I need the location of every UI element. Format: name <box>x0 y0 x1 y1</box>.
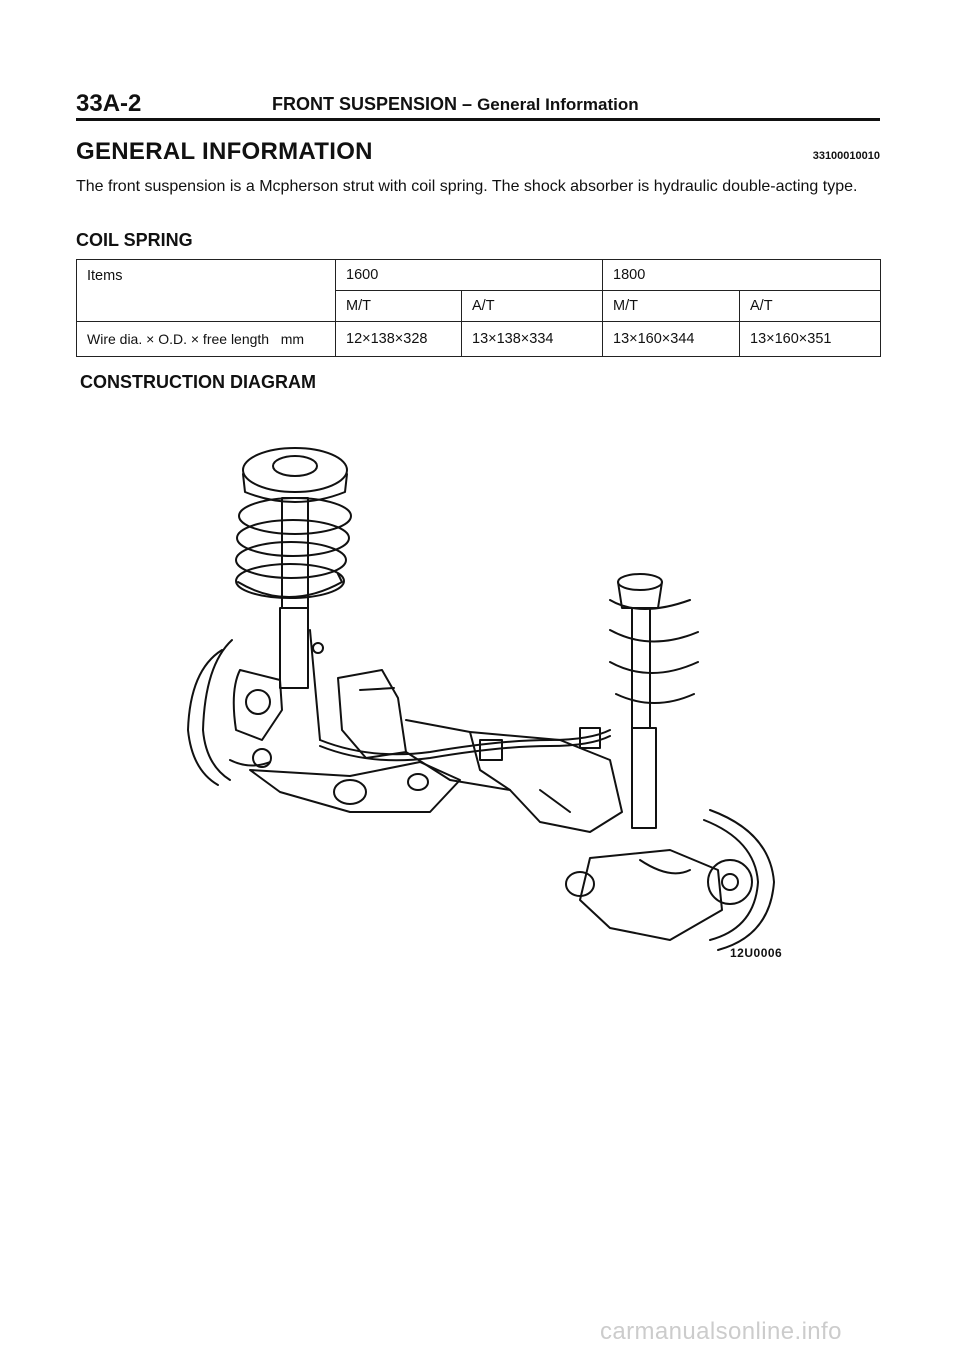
figure-id: 12U0006 <box>730 946 783 960</box>
value-1600-mt: 12×138×328 <box>336 322 462 357</box>
left-strut-assembly <box>236 448 351 740</box>
value-1800-mt: 13×160×344 <box>603 322 740 357</box>
group-1600-header: 1600 <box>336 260 603 291</box>
value-1800-at: 13×160×351 <box>740 322 881 357</box>
subheader-1800-mt: M/T <box>603 291 740 322</box>
subheader-1800-at: A/T <box>740 291 881 322</box>
page-number: 33A-2 <box>76 90 142 117</box>
header-subsection: General Information <box>477 95 639 114</box>
left-brake-assembly <box>188 640 282 785</box>
left-lower-arm <box>250 762 460 812</box>
page-header <box>76 88 880 121</box>
spec-row-text: Wire dia. × O.D. × free length <box>87 331 270 347</box>
spec-row-label <box>77 322 336 357</box>
header-section: FRONT SUSPENSION <box>272 94 458 114</box>
header-separator: – <box>462 94 473 114</box>
suspension-diagram <box>170 440 810 960</box>
header-title <box>272 94 639 115</box>
coil-spring-table <box>76 259 881 357</box>
right-strut-assembly <box>610 574 698 828</box>
watermark: carmanualsonline.info <box>600 1318 842 1345</box>
subheader-1600-at: A/T <box>462 291 603 322</box>
coil-spring-title: COIL SPRING <box>76 230 193 250</box>
items-header: Items <box>77 260 336 322</box>
spec-row-unit: mm <box>280 331 305 347</box>
right-brake-assembly <box>566 810 774 950</box>
construction-diagram-title: CONSTRUCTION DIAGRAM <box>80 372 316 392</box>
subheader-1600-mt: M/T <box>336 291 462 322</box>
group-1800-header: 1800 <box>603 260 881 291</box>
value-1600-at: 13×138×334 <box>462 322 603 357</box>
general-information-title: GENERAL INFORMATION <box>76 138 373 165</box>
reference-code: 33100010010 <box>812 150 880 162</box>
intro-paragraph: The front suspension is a Mcpherson strut with coil spring. The shock absorber is hydraulic double-acting type. <box>76 178 858 195</box>
